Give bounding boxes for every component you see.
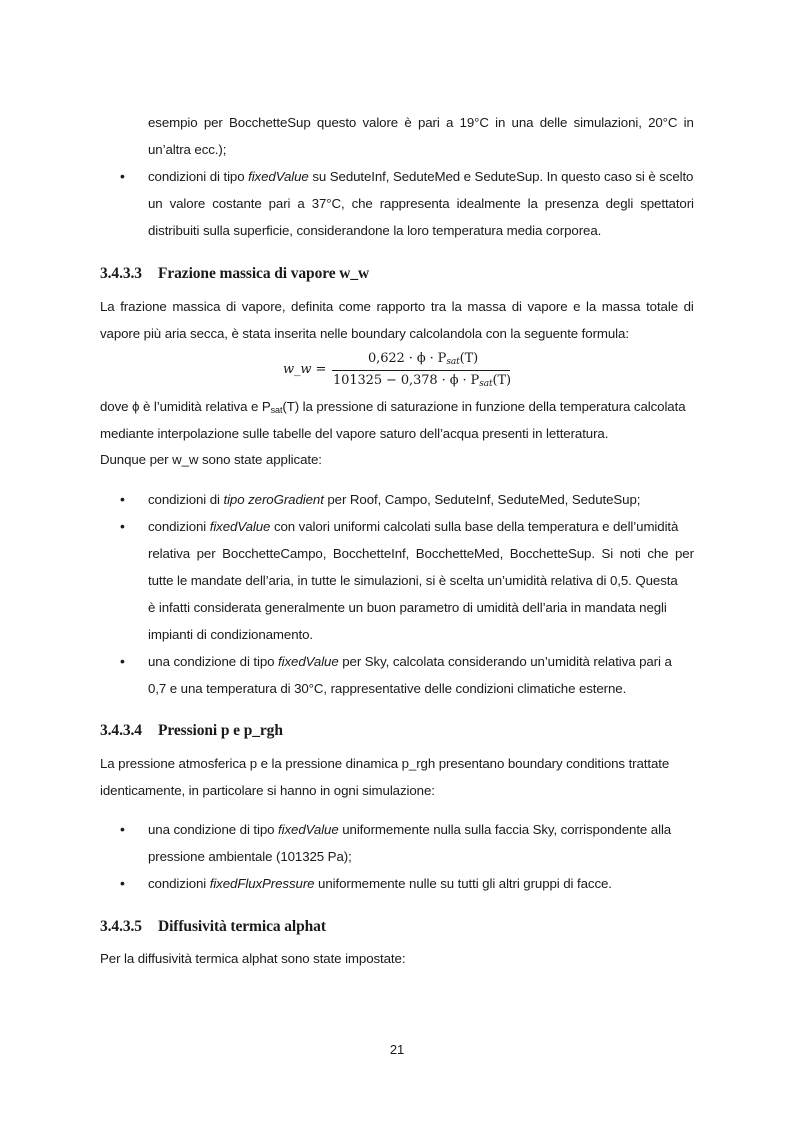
word: degli bbox=[605, 196, 634, 211]
word: costante bbox=[212, 196, 262, 211]
word: simulazioni, bbox=[573, 115, 642, 130]
word: massa bbox=[467, 299, 507, 314]
word: 19°C bbox=[459, 115, 489, 130]
word: idealmente bbox=[456, 196, 521, 211]
bullet-marker: • bbox=[120, 653, 125, 669]
word: totale bbox=[646, 299, 679, 314]
word: come bbox=[338, 299, 371, 314]
continuation-line-1 bbox=[148, 115, 694, 130]
word: noti bbox=[619, 546, 641, 561]
vapor-fraction-formula bbox=[0, 345, 794, 395]
word: è bbox=[404, 115, 412, 130]
word: 37°C, bbox=[311, 196, 345, 211]
ww-bullet-2-line-3: tutte le mandate dell’aria, in tutte le simulazioni, si è scelta un’umidità relativa di 0,5. Questa bbox=[148, 573, 678, 588]
bullet-marker: • bbox=[120, 491, 125, 507]
pressure-bullet-2: condizioni fixedFluxPressure uniformemente nulle su tutti gli altri gruppi di facce. bbox=[148, 876, 612, 891]
formula-lhs: w_w = bbox=[283, 362, 327, 377]
word: Si bbox=[601, 546, 614, 561]
word: valore bbox=[362, 115, 399, 130]
word: per bbox=[675, 546, 694, 561]
word: BocchetteMed, bbox=[415, 546, 504, 561]
formula-denominator: $101325 - 0,378 \cdot \phi \cdot P_{sat}(T)$ bbox=[333, 373, 512, 389]
ww-paragraph-line-2: vapore più aria secca, è stata inserita nelle boundary calcolandola con la seguente formula: bbox=[100, 326, 629, 341]
word: la bbox=[527, 196, 538, 211]
word: per bbox=[196, 546, 216, 561]
section-heading-ww: 3.4.3.3 Frazione massica di vapore w_w bbox=[100, 265, 370, 282]
word: di bbox=[511, 299, 522, 314]
word: BocchetteInf, bbox=[332, 546, 410, 561]
word: questo bbox=[316, 115, 357, 130]
word: delle bbox=[539, 115, 568, 130]
word: e bbox=[573, 299, 581, 314]
continuation-line-2: un’altra ecc.); bbox=[148, 142, 227, 157]
word: 20°C bbox=[648, 115, 678, 130]
word: tra bbox=[430, 299, 447, 314]
ww-bullet-2-line-5: impianti di condizionamento. bbox=[148, 627, 313, 642]
word: che bbox=[647, 546, 669, 561]
ww-after-formula-line-1: dove ϕ è l’umidità relativa e $P_{sat}(T)$ la pressione di saturazione in funzione della temperatura calcolata bbox=[100, 399, 686, 415]
pressure-paragraph-line-1: La pressione atmosferica p e la pressione dinamica p_rgh presentano boundary conditions trattate bbox=[100, 756, 670, 771]
word: a bbox=[297, 196, 305, 211]
ww-dunque-line: Dunque per w_w sono state applicate: bbox=[100, 452, 322, 467]
word: che bbox=[351, 196, 373, 211]
alphat-paragraph: Per la diffusività termica alphat sono state impostate: bbox=[100, 951, 406, 966]
bullet-seduti-line-2 bbox=[148, 196, 694, 211]
word: valore bbox=[169, 196, 206, 211]
pressure-paragraph-line-2: identicamente, in particolare si hanno in ogni simulazione: bbox=[100, 783, 435, 798]
word: massica bbox=[172, 299, 221, 314]
word: una bbox=[511, 115, 534, 130]
formula-fraction-bar bbox=[332, 370, 510, 371]
page-number: 21 bbox=[389, 1042, 405, 1057]
word: la bbox=[451, 299, 462, 314]
ww-bullet-2-line-2 bbox=[148, 546, 694, 561]
word: a bbox=[445, 115, 454, 130]
ww-bullet-2-line-1: condizioni fixedValue con valori uniformi calcolati sulla base della temperatura e dell’umidità bbox=[148, 519, 679, 534]
word: BocchetteSup bbox=[229, 115, 311, 130]
word: di bbox=[683, 299, 694, 314]
pressure-bullet-1-line-2: pressione ambientale (101325 Pa); bbox=[148, 849, 352, 864]
section-heading-pressure: 3.4.3.4 Pressioni p e p_rgh bbox=[100, 722, 283, 739]
bullet-marker: • bbox=[120, 518, 125, 534]
word: vapore bbox=[527, 299, 568, 314]
bullet-seduti-line-1: condizioni di tipo fixedValue su SeduteInf, SeduteMed e SeduteSup. In questo caso si è scelto bbox=[148, 169, 694, 184]
word: pari bbox=[268, 196, 291, 211]
ww-paragraph-line-1 bbox=[100, 299, 694, 314]
word: rappresenta bbox=[379, 196, 450, 211]
word: vapore, bbox=[241, 299, 286, 314]
word: La bbox=[100, 299, 115, 314]
word: frazione bbox=[120, 299, 167, 314]
word: definita bbox=[291, 299, 334, 314]
word: pari bbox=[417, 115, 440, 130]
section-heading-alphat: 3.4.3.5 Diffusività termica alphat bbox=[100, 918, 326, 935]
word: in bbox=[683, 115, 694, 130]
word: per bbox=[203, 115, 223, 130]
ww-after-formula-line-2: mediante interpolazione sulle tabelle del vapore saturo dell’acqua presenti in letteratura. bbox=[100, 426, 609, 441]
word: di bbox=[226, 299, 237, 314]
bullet-marker: • bbox=[120, 168, 125, 184]
word: presenza bbox=[544, 196, 599, 211]
word: BocchetteSup. bbox=[509, 546, 595, 561]
word: massa bbox=[601, 299, 641, 314]
word: esempio bbox=[148, 115, 198, 130]
word: spettatori bbox=[640, 196, 694, 211]
word: BocchetteCampo, bbox=[222, 546, 327, 561]
ww-bullet-3-line-1: una condizione di tipo fixedValue per Sky, calcolata considerando un’umidità relativa pari a bbox=[148, 654, 672, 669]
ww-bullet-2-line-4: è infatti considerata generalmente un buon parametro di umidità dell’aria in mandata negli bbox=[148, 600, 667, 615]
word: relativa bbox=[148, 546, 191, 561]
word: in bbox=[495, 115, 506, 130]
ww-bullet-1: condizioni di tipo zeroGradient per Roof, Campo, SeduteInf, SeduteMed, SeduteSup; bbox=[148, 492, 641, 507]
word: la bbox=[586, 299, 597, 314]
word: rapporto bbox=[376, 299, 426, 314]
formula-numerator: $0,622 \cdot \phi \cdot P_{sat}(T)$ bbox=[368, 351, 479, 367]
ww-bullet-3-line-2: 0,7 e una temperatura di 30°C, rappresentative delle condizioni climatiche esterne. bbox=[148, 681, 627, 696]
bullet-marker: • bbox=[120, 875, 125, 891]
bullet-marker: • bbox=[120, 821, 125, 837]
bullet-seduti-line-3: distribuiti sulla superficie, considerandone la loro temperatura media corporea. bbox=[148, 223, 602, 238]
word: un bbox=[148, 196, 163, 211]
pressure-bullet-1-line-1: una condizione di tipo fixedValue uniformemente nulla sulla faccia Sky, corrispondente alla bbox=[148, 822, 672, 837]
